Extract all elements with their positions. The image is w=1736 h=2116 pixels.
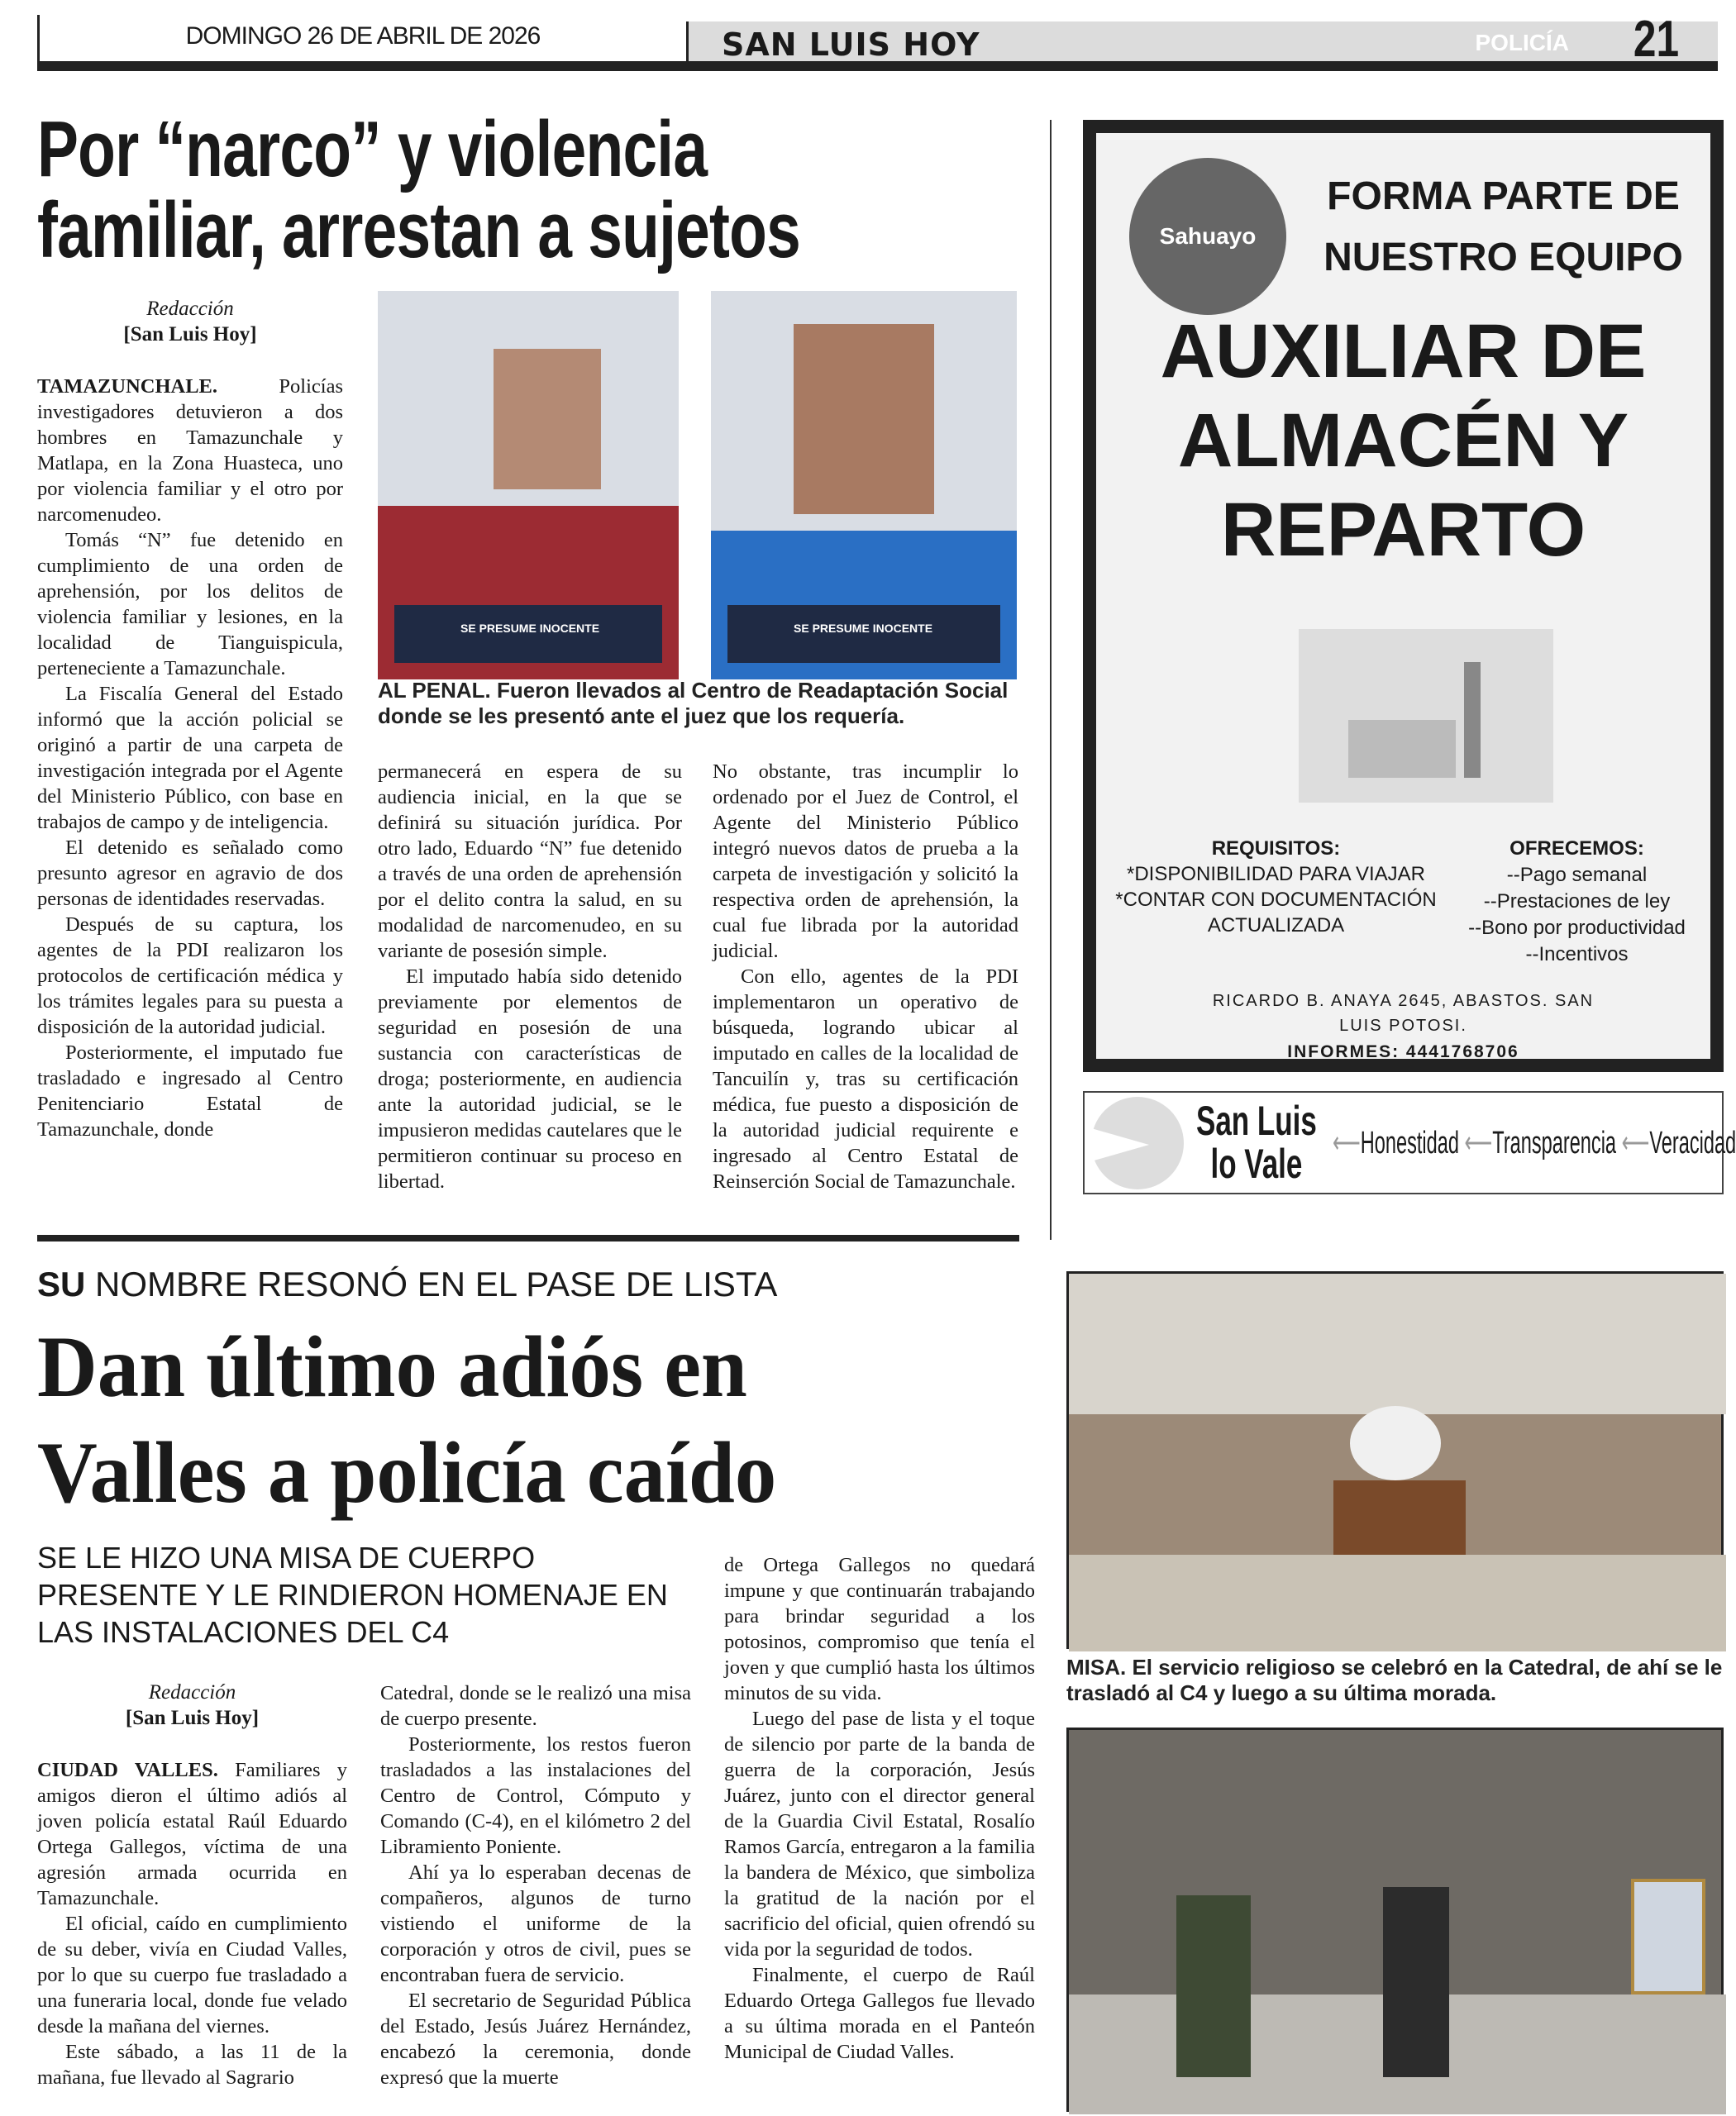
mugshot-photo-2	[711, 291, 1017, 673]
caption-lead: MISA.	[1066, 1655, 1127, 1680]
requirements	[1113, 836, 1439, 938]
brand-value: Transparencia	[1492, 1126, 1617, 1160]
position-line: AUXILIAR DE	[1160, 309, 1647, 393]
subhead-line: PRESENTE Y LE RINDIERON HOMENAJE EN	[37, 1578, 668, 1612]
position-line: REPARTO	[1220, 488, 1586, 572]
masthead: SAN LUIS HOY	[722, 26, 980, 63]
paragraph: Catedral, donde se le realizó una misa de cuerpo presente.	[380, 1682, 691, 1730]
paragraph: Policías investigadores detuvieron a dos hombres en Tamazunchale y Matlapa, en la Zona Huasteca, uno por violencia familiar y el otro por narcomenudeo.	[37, 375, 343, 526]
brand-logo-icon	[1091, 1097, 1184, 1189]
offer: --Incentivos	[1525, 943, 1629, 965]
article2-col2	[380, 1680, 691, 2090]
caption-text: El servicio religioso se celebró en la Catedral, de ahí se le trasladó al C4 y luego a su última morada.	[1066, 1655, 1723, 1705]
paragraph: Con ello, agentes de la PDI implementaron un operativo de búsqueda, logrando ubicar al imputado en calles de la localidad de Tancuilín y, tras su certificación médica, fue puesto a disposición de la autoridad judicial requirente e ingresado al Centro Estatal de Reinserción Social de Tamazunchale.	[713, 965, 1018, 1193]
section-divider	[37, 1235, 1019, 1241]
article2-kicker	[37, 1265, 777, 1304]
blurred-face	[494, 349, 601, 489]
paragraph: Ahí ya lo esperaban decenas de compañeros, algunos de turno vistiendo el uniforme de la corporación y otros de civil, pues se encontraban fuera de servicio.	[380, 1861, 691, 1986]
article2-caption	[1066, 1655, 1724, 1706]
edition-date: DOMINGO 26 DE ABRIL DE 2026	[37, 15, 686, 71]
paragraph: Este sábado, a las 11 de la mañana, fue llevado al Sagrario	[37, 2041, 347, 2089]
dateline: TAMAZUNCHALE.	[37, 375, 218, 398]
requirements-title: REQUISITOS:	[1211, 837, 1341, 860]
paragraph: No obstante, tras incumplir lo ordenado por el Juez de Control, el Agente del Ministerio Público integró nuevos datos de prueba a la carpeta de investigación y solicitó la respectiva orden de aprehensión, la cual fue librada por la autoridad judicial.	[713, 760, 1018, 962]
byline-author: Redacción	[148, 1681, 236, 1704]
article1-headline	[37, 105, 800, 274]
arrow-left-icon: ⟵	[1333, 1126, 1361, 1160]
headline-line: familiar, arrestan a sujetos	[37, 186, 800, 274]
paragraph: Luego del pase de lista y el toque de silencio por parte de la banda de guerra de la corporación, Jesús Juárez, junto con el director general de la Guardia Civil Estatal, Rosalío Ramos García, entregaron a la familia la bandera de México, que simboliza la gratitud de la nación por el sacrificio del oficial, quien ofrendó su vida por la seguridad de todos.	[724, 1708, 1035, 1961]
byline-outlet: [San Luis Hoy]	[125, 1707, 260, 1729]
headline-line: Por “narco” y violencia	[37, 105, 708, 193]
ad-contact: INFORMES: 4441768706	[1287, 1042, 1519, 1061]
article2-subhead	[37, 1539, 711, 1651]
brand-name	[1196, 1099, 1317, 1185]
offers	[1447, 836, 1706, 968]
paragraph: Tomás “N” fue detenido en cumplimiento de una orden de aprehensión, por los delitos de violencia familiar y lesiones, en la localidad de Tianguispicula, perteneciente a Tamazunchale.	[37, 529, 343, 679]
requirement: *CONTAR CON DOCUMENTACIÓN	[1115, 889, 1437, 911]
brand-value: Veracidad	[1649, 1126, 1736, 1160]
delivery-worker-illustration	[1299, 629, 1553, 803]
brand-name-line: San Luis	[1196, 1098, 1317, 1144]
brand-values	[1333, 1124, 1736, 1161]
ad-position	[1096, 307, 1710, 574]
paragraph: Posteriormente, el imputado fue trasladado e ingresado al Centro Penitenciario Estatal de Tamazunchale, donde	[37, 1041, 343, 1141]
ad-title-line: FORMA PARTE DE	[1327, 174, 1680, 218]
ad-address	[1096, 989, 1710, 1038]
address-line: RICARDO B. ANAYA 2645, ABASTOS. SAN	[1212, 992, 1595, 1010]
article2-col3	[724, 1552, 1035, 2065]
offer: --Pago semanal	[1506, 864, 1648, 886]
paragraph: permanecerá en espera de su audiencia inicial, en la que se definirá su situación jurídica. Por otro lado, Eduardo “N” fue detenido a través de una orden de aprehensión por el delito contra la salud, en su modalidad de narcomenudeo, en su variante de posesión simple.	[378, 760, 682, 962]
article1-caption	[378, 678, 1018, 729]
paragraph: Finalmente, el cuerpo de Raúl Eduardo Ortega Gallegos fue llevado a su última morada en el Panteón Municipal de Ciudad Valles.	[724, 1964, 1035, 2063]
article1-col2	[378, 759, 682, 1194]
paragraph: Posteriormente, los restos fueron trasladados a las instalaciones del Centro de Control, Cómputo y Comando (C-4), en el kilómetro 2 del Libramiento Poniente.	[380, 1733, 691, 1858]
paragraph: El detenido es señalado como presunto agresor en agravio de dos personas de identidades reservadas.	[37, 836, 343, 910]
paragraph: El imputado había sido detenido previamente por elementos de seguridad en posesión de una sustancia con características de droga; posteriormente, en audiencia ante la autoridad judicial, se le impusieron medidas cautelares que le permitieron continuar su proceso en libertad.	[378, 965, 682, 1193]
ad-title	[1299, 166, 1708, 288]
ad-title-line: NUESTRO EQUIPO	[1323, 236, 1683, 279]
byline-author: Redacción	[146, 298, 234, 320]
offers-title: OFRECEMOS:	[1509, 837, 1644, 860]
caption-lead: AL PENAL.	[378, 678, 491, 703]
arrow-left-icon: ⟵	[1464, 1126, 1493, 1160]
paragraph: La Fiscalía General del Estado informó que la acción policial se originó a partir de una carpeta de investigación integrada por el Agente del Ministerio Público, con base en trabajos de campo y de inteligencia.	[37, 683, 343, 833]
kicker-bold: SU	[37, 1265, 86, 1303]
article1-col3	[713, 759, 1018, 1194]
brand-name-line: lo Vale	[1210, 1141, 1303, 1187]
paragraph: de Ortega Gallegos no quedará impune y que continuarán trabajando para brindar seguridad a los potosinos, compromiso que tenía el joven y que cumplió hasta los últimos minutos de su vida.	[724, 1554, 1035, 1704]
officer	[1383, 1887, 1449, 2077]
subhead-line: SE LE HIZO UNA MISA DE CUERPO	[37, 1541, 536, 1575]
c4-homage-photo	[1066, 1728, 1724, 2112]
address-line: LUIS POTOSI.	[1339, 1017, 1467, 1035]
headline-line: Valles a policía caído	[37, 1424, 777, 1521]
caption-text: Fueron llevados al Centro de Readaptación Social donde se les presentó ante el juez que los requería.	[378, 678, 1009, 728]
sahuayo-logo: Sahuayo	[1129, 158, 1286, 315]
requirement: ACTUALIZADA	[1207, 914, 1345, 936]
funeral-mass-photo	[1066, 1271, 1724, 1649]
offer: --Bono por productividad	[1468, 917, 1686, 939]
page-number: 21	[1633, 11, 1680, 68]
requirement: *DISPONIBILIDAD PARA VIAJAR	[1127, 863, 1425, 885]
article2-col1	[37, 1757, 347, 2090]
blurred-face	[794, 324, 934, 514]
paragraph: Después de su captura, los agentes de la PDI realizaron los protocolos de certificación médica y los trámites legales para su puesta a disposición de la autoridad judicial.	[37, 913, 343, 1038]
brand-value: Honestidad	[1360, 1126, 1459, 1160]
paragraph: Familiares y amigos dieron el último adiós al joven policía estatal Raúl Eduardo Ortega Gallegos, víctima de una agresión armada ocurrida en Tamazunchale.	[37, 1759, 348, 1909]
subhead-line: LAS INSTALACIONES DEL C4	[37, 1615, 450, 1649]
arrow-left-icon: ⟵	[1621, 1126, 1650, 1160]
headline-line: Dan último adiós en	[37, 1318, 747, 1415]
kicker-text: NOMBRE RESONÓ EN EL PASE DE LISTA	[85, 1265, 778, 1303]
byline-outlet: [San Luis Hoy]	[123, 323, 257, 346]
article2-byline	[37, 1680, 347, 1731]
flowers	[1350, 1406, 1441, 1480]
article1-byline	[37, 296, 343, 347]
section-label: POLICÍA	[1475, 30, 1569, 55]
column-divider	[1050, 120, 1052, 1240]
offer: --Prestaciones de ley	[1483, 890, 1671, 913]
portrait-frame	[1631, 1879, 1705, 1994]
job-advertisement	[1083, 120, 1724, 1072]
masthead-bar	[686, 11, 1718, 71]
presumed-innocent-badge: SE PRESUME INOCENTE	[394, 605, 662, 663]
position-line: ALMACÉN Y	[1177, 398, 1629, 483]
casket	[1333, 1480, 1466, 1555]
mugshot-photo-1	[378, 291, 679, 673]
officer	[1176, 1895, 1251, 2077]
brand-banner	[1083, 1091, 1736, 1194]
presumed-innocent-badge: SE PRESUME INOCENTE	[727, 605, 1000, 663]
paragraph: El secretario de Seguridad Pública del Estado, Jesús Juárez Hernández, encabezó la ceremonia, donde expresó que la muerte	[380, 1990, 691, 2089]
article1-col1	[37, 374, 343, 1142]
paragraph: El oficial, caído en cumplimiento de su deber, vivía en Ciudad Valles, por lo que su cuerpo fue trasladado a una funeraria local, donde fue velado desde la mañana del viernes.	[37, 1913, 347, 2037]
article2-headline	[37, 1314, 776, 1526]
dateline: CIUDAD VALLES.	[37, 1759, 218, 1781]
